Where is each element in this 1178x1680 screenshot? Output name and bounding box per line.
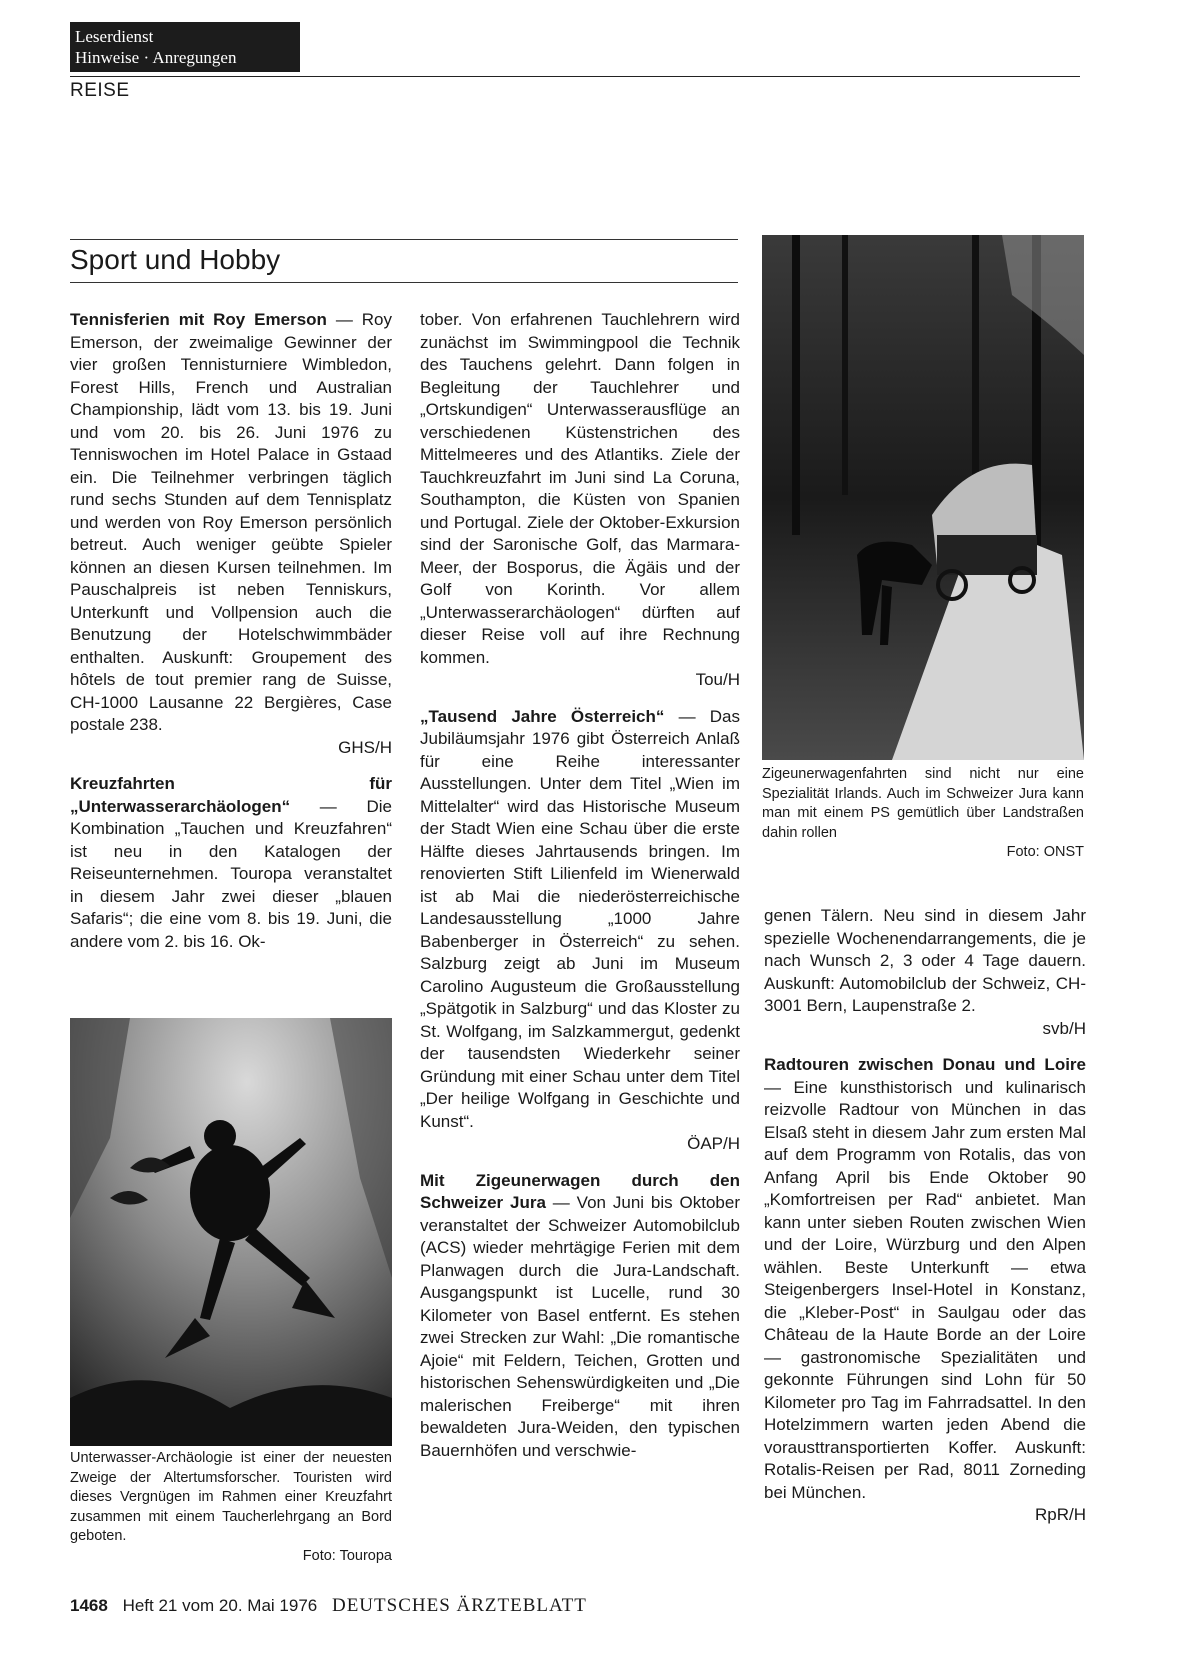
article-title: Radtouren zwischen Donau und Loire: [764, 1055, 1086, 1074]
section-label: REISE: [70, 80, 130, 101]
article-jura-part-1: [420, 1170, 740, 1463]
article-title: „Tausend Jahre Österreich“: [420, 706, 665, 726]
article-austria: [420, 706, 740, 1156]
article-body: — Eine kunsthistorisch und kulinarisch reizvolle Radtour von München in das Elsaß steht in diesem Jahr zum ersten Mal auf dem Programm von Rotalis, das von Anfang April bis Ende Oktober 90 „Komfortreisen per Rad“ anbietet. Man kann unter sieben Routen zwischen Wien und der Loire, Würzburg und den Alpen wählen. Beste Unterkunft — etwa Steigenbergers Insel-Hotel in Konstanz, die „Kleber-Post“ in Saulgau oder das Château de la Haute Borde an der Loire — gastronomische Spezialitäten und gekonnte Führungen sind Lohn für 50 Kilometer pro Tag im Fahrradsattel. In den Hotelzimmern warten jeden Abend die vorausttransportierten Koffer. Auskunft: Rotalis-Reisen per Rad, 8011 Zorneding bei München.: [764, 1077, 1086, 1502]
article-cruise-part-1: [70, 773, 392, 953]
diver-figure: [190, 1145, 270, 1241]
column-2: [420, 309, 740, 1476]
column-1: [70, 309, 392, 967]
article-body: — Die Kombination „Tauchen und Kreuzfahren“ ist neu in den Katalogen der Reiseunternehmen. Touropa veranstaltet in diesem Jahr zwei dieser „blauen Safaris“; die eine vom 8. bis 19. Juni, die andere vom 2. bis 16. Ok-: [70, 796, 392, 951]
article-title: Kreuzfahrten für „Unterwasserarchäologen“: [70, 774, 392, 816]
page-number: 1468: [70, 1596, 108, 1615]
section-badge: [70, 22, 300, 72]
article-signature: RpR/H: [1034, 1505, 1086, 1524]
article-cycling: [764, 1054, 1086, 1527]
article-title: Tennisferien mit Roy Emerson: [70, 310, 327, 329]
magazine-name: DEUTSCHES ÄRZTEBLATT: [331, 1595, 587, 1616]
caption-text: Zigeunerwagenfahrten sind nicht nur eine Spezialität Irlands. Auch im Schweizer Jura kann man mit einem PS gemütlich über Landstraßen dahin rollen: [762, 766, 1084, 841]
badge-line-2: Hinweise · Anregungen: [75, 48, 237, 67]
article-body: genen Tälern. Neu sind in diesem Jahr spezielle Wochenendarrangements, die je nach Wunsch 2, 3 oder 4 Tage dauern. Auskunft: Automobilclub der Schweiz, CH-3001 Bern, Laupenstraße 2.: [764, 906, 1086, 1015]
caption-credit: Foto: Touropa: [302, 1547, 392, 1564]
article-jura-part-2: [764, 905, 1086, 1040]
article-signature: svb/H: [1042, 1018, 1086, 1038]
caption-text: Unterwasser-Archäologie ist einer der neuesten Zweige der Altertumsforscher. Touristen wird dieses Vergnügen im Rahmen einer Kreuzfahrt zusammen mit einem Taucherlehrgang an Bord geboten.: [70, 1450, 392, 1544]
article-signature: ÖAP/H: [687, 1134, 740, 1153]
issue-info: Heft 21 vom 20. Mai 1976: [122, 1596, 318, 1615]
page-footer: [70, 1595, 587, 1617]
article-body: — Das Jubiläumsjahr 1976 gibt Österreich Anlaß für eine Reihe interessanter Ausstellungen. Unter dem Titel „Wien im Mittelalter“ wird das Historische Museum der Stadt Wien eine Schau über die erste Hälfte dieses Jahrtausends bringen. Im renovierten Stift Lilienfeld im Wienerwald ist ab Mai die niederösterreichische Landesausstellung „1000 Jahre Babenberger in Österreich“ zu sehen. Salzburg zeigt ab Juni im Museum Carolino Augusteum die Großausstellung „Spätgotik in Salzburg“ und das Kloster zu St. Wolfgang, im Salzkammergut, gedenkt der tausendsten Wiederkehr seiner Gründung mit einer Schau unter dem Titel „Der heilige Wolfgang in Geschichte und Kunst“.: [420, 706, 740, 1131]
wagon-caption: [762, 765, 1084, 863]
article-body: tober. Von erfahrenen Tauchlehrern wird zunächst im Swimmingpool die Technik des Tauchens gelehrt. Dann folgen in Begleitung der Tauchlehrer und „Ortskundigen“ Unterwasserausflüge an verschiedenen Küstenstrichen des Mittelmeeres und des Atlantiks. Ziele der Tauchkreuzfahrt im Juni sind La Coruna, Southampton, die Küsten von Spanien und Portugal. Ziele der Oktober-Exkursion sind der Saronische Golf, das Marmara-Meer, der Bosporus, die Ägäis und der Golf von Korinth. Vor allem „Unterwasserarchäologen“ dürften auf dieser Reise voll auf ihre Rechnung kommen.: [420, 310, 740, 667]
article-body: — Roy Emerson, der zweimalige Gewinner der vier großen Tennisturniere Wimbledon, Forest Hills, French und Australian Championship, lädt vom 13. bis 19. Juni und vom 20. bis 26. Juni 1976 zu Tenniswochen im Hotel Palace in Gstaad ein. Die Teilnehmer verbringen täglich rund sechs Stunden auf dem Tennisplatz und werden von Roy Emerson persönlich betreut. Auch weniger geübte Spieler können an diesen Kursen teilnehmen. Im Pauschalpreis ist neben Tenniskurs, Unterkunft und Vollpension auch die Benutzung der Hotelschwimmbäder enthalten. Auskunft: Groupement des hôtels de tout premier rang de Suisse, CH-1000 Lausanne 22 Bergières, Case postale 238.: [70, 310, 392, 734]
article-tennis: [70, 309, 392, 759]
article-title: Mit Zigeunerwagen durch den Schweizer Jura: [420, 1170, 740, 1212]
wagon-photo: [762, 235, 1084, 760]
article-signature: Tou/H: [695, 670, 740, 689]
headline-rule-bottom: [70, 282, 738, 283]
caption-credit: Foto: ONST: [1006, 844, 1084, 860]
headline-rule-top: [70, 239, 738, 240]
headline: Sport und Hobby: [70, 244, 281, 275]
article-signature: GHS/H: [338, 737, 392, 757]
article-cruise-part-2: [420, 309, 740, 692]
article-body: — Von Juni bis Oktober veranstaltet der Schweizer Automobilclub (ACS) wieder mehrtägige Ferien mit dem Planwagen durch die Jura-Landschaft. Ausgangspunkt ist Lucelle, rund 30 Kilometer von Basel entfernt. Es stehen zwei Strecken zur Wahl: „Die romantische Ajoie“ mit Feldern, Teichen, Grotten und historischen Sehenswürdigkeiten und „Die malerischen Freiberge“ mit ihren bewaldeten Jura-Weiden, den typischen Bauernhöfen und verschwie-: [420, 1193, 740, 1460]
top-rule: [70, 76, 1080, 77]
diver-photo: [70, 1018, 392, 1446]
badge-line-1: Leserdienst: [75, 27, 154, 46]
diver-caption: [70, 1449, 392, 1566]
column-3: [764, 905, 1086, 1541]
